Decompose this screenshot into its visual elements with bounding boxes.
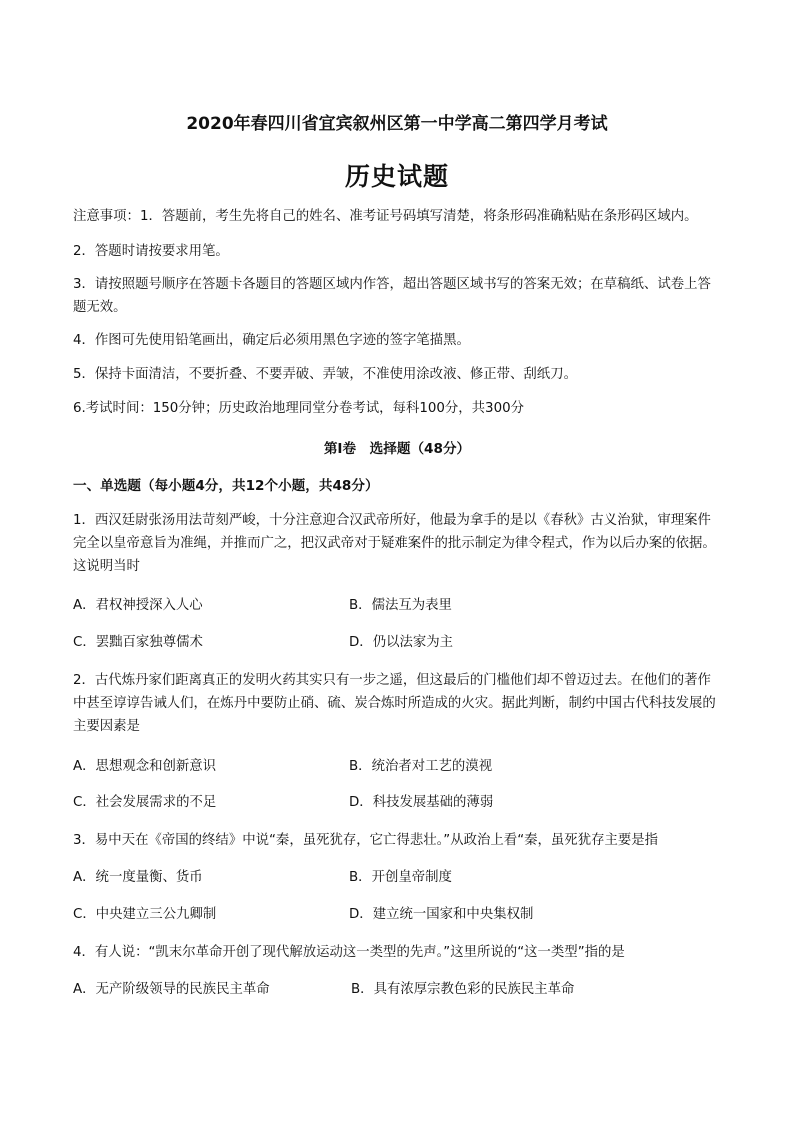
- note-1: 注意事项：1．答题前，考生先将自己的姓名、准考证号码填写清楚，将条形码准确粘贴在条形码区域内。: [73, 209, 698, 224]
- question-2-option-a: A．思想观念和创新意识: [73, 759, 217, 774]
- question-4-option-a: A．无产阶级领导的民族民主革命: [73, 982, 270, 997]
- question-1-option-d: D．仍以法家为主: [349, 635, 454, 650]
- question-4-stem: 4．有人说：“凯末尔革命开创了现代解放运动这一类型的先声。”这里所说的“这一类型”指的是: [73, 945, 625, 960]
- question-1-stem: 1．西汉廷尉张汤用法苛刻严峻，十分注意迎合汉武帝所好，他最为拿手的是以《春秋》古义治狱，审理案件完全以皇帝意旨为准绳，并推而广之，把汉武帝对于疑难案件的批示制定为律令程式，作为以后办案的依据。这说明当时: [73, 513, 716, 574]
- question-2-option-b: B．统治者对工艺的漠视: [349, 759, 493, 774]
- question-2-option-c: C．社会发展需求的不足: [73, 795, 217, 810]
- note-4: 4．作图可先使用铅笔画出，确定后必须用黑色字迹的签字笔描黑。: [73, 333, 470, 348]
- note-3: 3．请按照题号顺序在答题卡各题目的答题区域内作答，超出答题区域书写的答案无效；在草稿纸、试卷上答题无效。: [73, 277, 711, 315]
- note-2: 2．答题时请按要求用笔。: [73, 244, 229, 259]
- question-1-option-a: A．君权神授深入人心: [73, 598, 203, 613]
- question-3-option-c: C．中央建立三公九卿制: [73, 907, 217, 922]
- question-3-option-a: A．统一度量衡、货币: [73, 870, 203, 885]
- question-3-option-b: B．开创皇帝制度: [349, 870, 452, 885]
- note-5: 5．保持卡面清洁，不要折叠、不要弄破、弄皱，不准使用涂改液、修正带、刮纸刀。: [73, 367, 577, 382]
- question-1-option-b: B．儒法互为表里: [349, 598, 452, 613]
- question-2-stem: 2．古代炼丹家们距离真正的发明火药其实只有一步之遥，但这最后的门槛他们却不曾迈过去。在他们的著作中甚至谆谆告诫人们，在炼丹中要防止硝、硫、炭合炼时所造成的火灾。据此判断，制约中国古代科技发展的主要因素是: [73, 673, 716, 734]
- section-heading: 一、单选题（每小题4分，共12个小题，共48分）: [73, 478, 379, 494]
- question-1-option-c: C．罢黜百家独尊儒术: [73, 635, 203, 650]
- subject-title: 历史试题: [344, 162, 449, 191]
- part-heading: 第I卷 选择题（48分）: [323, 441, 471, 457]
- exam-title: 2020年春四川省宜宾叙州区第一中学高二第四学月考试: [186, 114, 608, 134]
- question-3-option-d: D．建立统一国家和中央集权制: [349, 907, 534, 922]
- question-4-option-b: B．具有浓厚宗教色彩的民族民主革命: [351, 982, 575, 997]
- note-6: 6.考试时间：150分钟；历史政治地理同堂分卷考试，每科100分，共300分: [73, 401, 524, 416]
- question-3-stem: 3．易中天在《帝国的终结》中说“秦，虽死犹存，它亡得悲壮。”从政治上看“秦，虽死犹存主要是指: [73, 833, 659, 848]
- question-2-option-d: D．科技发展基础的薄弱: [349, 795, 494, 810]
